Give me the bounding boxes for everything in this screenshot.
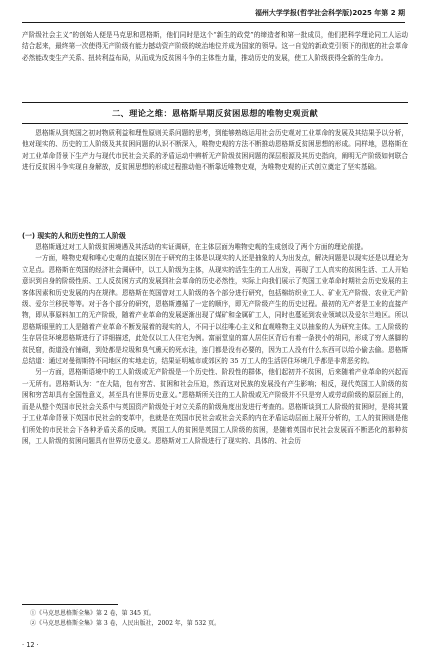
footnotes [30, 609, 400, 629]
section-intro-paragraph: 恩格斯从到英国之初对物质利益和理性原则关系问题的思考，到能够熟练运用社会历史观对工业革命的发展及其结果予以分析，他对现实的、历史的工人阶级及其贫困问题的认识不断深入，唯物史观的方法不断推动恩格斯反贫困思想的形成。同样地，恩格斯在对工业革命背景下生产力与现代市民社会关系的矛盾运动中辨析无产阶级贫困问题的深层根源及其历史指向，阐明无产阶级如何联合进行反贫困斗争实现自身解放，反贫困思想的形成过程推动他不断靠近唯物史观，为唯物史观的正式创立奠定了坚实基础。 [22, 129, 408, 172]
subsection-heading: (一) 现实的人和历史性的工人阶级 [22, 232, 126, 240]
footnote-divider [22, 604, 118, 605]
body-paragraph: 另一方面，恩格斯语境中的工人阶级或无产阶级是一个历史性、阶段性的群体，他们起初并不贫困，后来随着产业革命的兴起而一无所有。恩格斯认为：“在大陆，包有穷苦、贫困和社会压迫，然而这对民族的发展没有产生影响；相反，现代英国工人阶级的贫困和穷苦却具有全国性意义，甚至具有世界历史意义。”恩格斯所关注的工人阶级或无产阶级并不只是穷人或劳动阶级的原层面上的，而是从整个英国市民社会关系中与英国资产阶级处于对立关系的阶级角度出发进行考查的。恩格斯谈到工人阶级的贫困时，是将其置于工业革命背景下英国市民社会的变革中，也就是在英国市民社会或社会关系的内在矛盾运动层面上展开分析的，工人的贫困则是他们所处的市民社会下各种矛盾关系的反映。英国工人的贫困是英国工人阶级的贫困，是随着英国市民社会发展而不断恶化的那种贫困，工人阶级的贫困问题具有世界历史意义。恩格斯对工人阶级进行了现实的、具体的、社会历 [22, 368, 408, 445]
body-paragraph: 恩格斯通过对工人阶级贫困境遇及其活动的实证调研，在主体层面为唯物史观的生成创设了两个方面的理论前提。 [35, 243, 368, 251]
footnote-1: ①《马克思恩格斯全集》第 2 卷，第 345 页。 [30, 610, 155, 617]
running-header: 福州大学学报(哲学社会科学版)2025 年第 2 期 [22, 6, 405, 23]
section-heading: 二、理论之维：恩格斯早期反贫困思想的唯物史观贡献 [22, 102, 408, 124]
body-paragraph: 一方面，唯物史观和唯心史观的直接区别在于研究的主体是以现实的人还是抽象的人为出发点，解决问题是以现实还是以理论为立足点。恩格斯在英国的经济社会调研中，以工人阶级为主体，从现实的活生生的工人出发，再现了工人真实的贫困生活、工人开始意识到自身的阶级性质、工人反贫困方式的发展到社会革命的历史必然性，实际上向我们展示了英国工业革命时期社会历史发展的主客体因素和历史发展的内在规律。恩格斯在英国曾对工人阶级的各个部分进行研究，包括棉纺织业工人、矿业无产阶级、农业无产阶级、爱尔兰移民等等。对于各个部分的研究，恩格斯遵循了一定的顺序，即无产阶级产生的历史过程。最初的无产者是工业的直接产物，即从事原料加工的无产阶级，随着产业革命的发展逐渐出现了煤矿和金属矿工人，同时也蔓延到农业领域以及爱尔兰地区。所以恩格斯眼里的工人是随着产业革命不断发展着的现实的人，不同于以往唯心主义和直观唯物主义以抽象的人为研究主体。工人阶级的生存居住环境恩格斯进行了详细描述，此处仅以工人住宅为例。富丽堂皇的富人居住区背后有着一条狭小的胡同，形成了穷人落脚的贫民窟，街道没有铺砌，到处都是垃圾和臭气熏天的死水洼，连门都是没有必要的，因为工人没有什么东西可以给小偷去偷。恩格斯总结道：通过对曼彻斯特不同地区的实地走访，结果证明城市或郊区的 35 万工人的生活居住环境几乎都是非常恶劣的。 [22, 254, 408, 366]
subsection-body [22, 242, 408, 447]
footnote-2: ②《马克思恩格斯全集》第 3 卷，人民出版社，2002 年，第 532 页。 [30, 620, 221, 627]
intro-text-block [22, 30, 408, 64]
page-number: · 12 · [22, 641, 39, 649]
section-intro-block [22, 128, 408, 174]
intro-paragraph: 产阶级社会主义”的创始人便是马克思和恩格斯，他们同时是这个“新生的政党”的缔造者和第一批成员，他们把科学理论同工人运动结合起来，最终第一次使得无产阶级有能力撼动资产阶级的统治地位并成为国家的领导。这一自觉的新政党引领下的彻底的社会革命必然能改变生产关系、扭转利益布局，从而成为反贫困斗争的主体性力量，推动历史的发展，使工人阶级获得全新的生命力。 [22, 31, 408, 62]
